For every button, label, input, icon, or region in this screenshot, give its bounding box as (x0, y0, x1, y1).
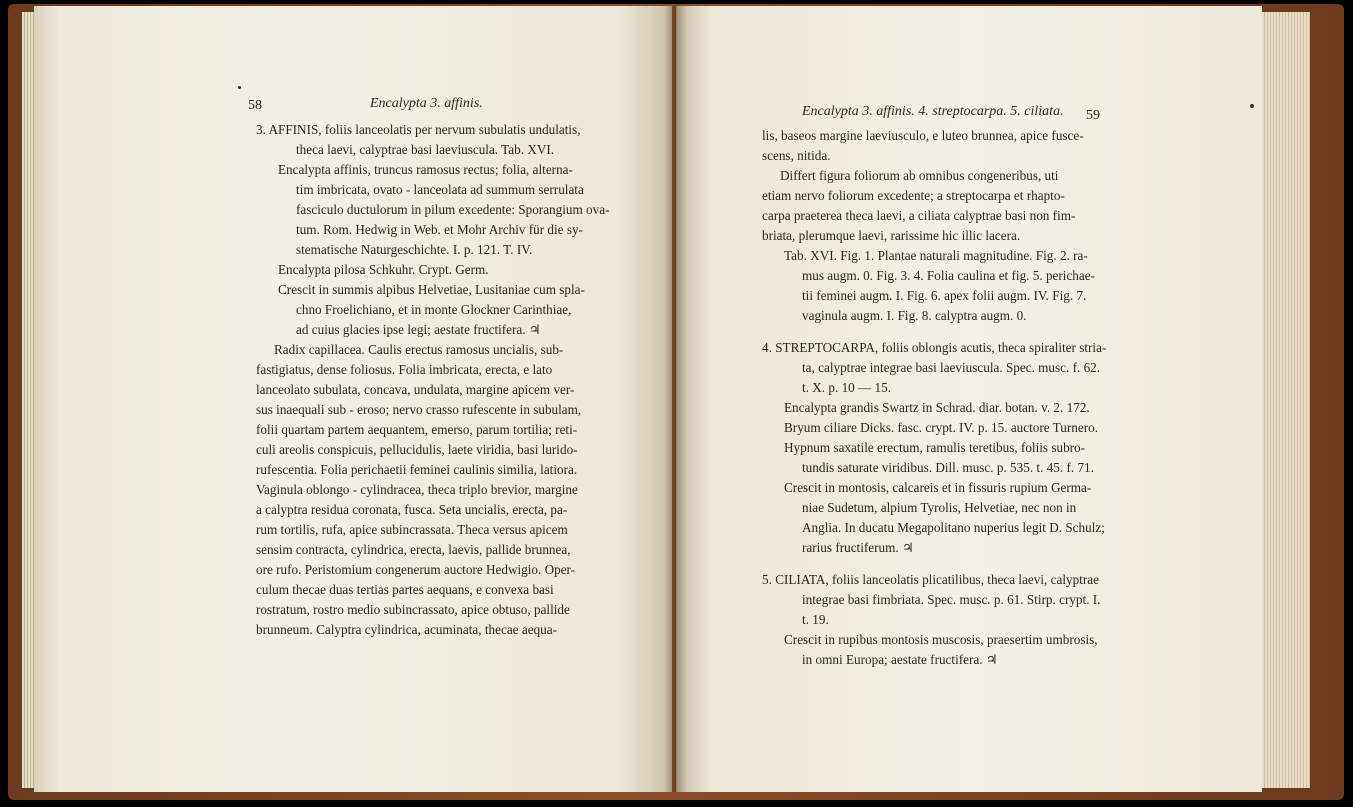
text-line: Encalypta pilosa Schkuhr. Crypt. Germ. (278, 262, 489, 277)
text-line: rarius fructiferum. ♃ (802, 540, 914, 555)
text-line: Differt figura foliorum ab omnibus congeneribus, uti (780, 168, 1059, 183)
page-mark (1250, 104, 1254, 108)
text-line: tundis saturate viridibus. Dill. musc. p. 535. t. 45. f. 71. (802, 460, 1094, 475)
text-line: in omni Europa; aestate fructifera. ♃ (802, 652, 998, 667)
text-line: Encalypta affinis, truncus ramosus rectus; folia, alterna- (278, 162, 573, 177)
text-line: rum tortilis, rufa, apice subincrassata. Theca versus apicem (256, 522, 568, 537)
text-line: Bryum ciliare Dicks. fasc. crypt. IV. p. 15. auctore Turnero. (784, 420, 1098, 435)
text-line: sensim contracta, cylindrica, erecta, laevis, pallide brunnea, (256, 542, 571, 557)
text-line: 4. STREPTOCARPA, foliis oblongis acutis, theca spiraliter stria- (762, 340, 1107, 355)
text-line: ad cuius glacies ipse legi; aestate fructifera. ♃ (296, 322, 541, 337)
text-line: culi areolis conspicuis, pellucidulis, laete viridia, basi lurido- (256, 442, 578, 457)
left-page-text (256, 120, 656, 640)
text-line: fastigiatus, dense foliosus. Folia imbricata, erecta, e lato (256, 362, 553, 377)
text-line: theca laevi, calyptrae basi laeviuscula. Tab. XVI. (296, 142, 555, 157)
right-page-text (762, 126, 1202, 670)
text-line: folii quartam partem aequantem, emerso, parum tortilia; reti- (256, 422, 578, 437)
text-line: fasciculo ductulorum in pilum excedente: Sporangium ova- (296, 202, 610, 217)
text-line: 3. AFFINIS, foliis lanceolatis per nervum subulatis undulatis, (256, 122, 581, 137)
text-line: stematische Naturgeschichte. I. p. 121. T. IV. (296, 242, 533, 257)
text-line: a calyptra residua coronata, fusca. Seta uncialis, erecta, pa- (256, 502, 568, 517)
page-mark (238, 86, 241, 89)
text-line: etiam nervo foliorum excedente; a streptocarpa et rhapto- (762, 188, 1065, 203)
text-line: briata, plerumque laevi, rarissime hic illic lacera. (762, 228, 1021, 243)
text-line: chno Froelichiano, et in monte Glockner Carinthiae, (296, 302, 572, 317)
book-gutter (664, 6, 688, 792)
text-line: mus augm. 0. Fig. 3. 4. Folia caulina et fig. 5. perichae- (802, 268, 1095, 283)
text-line: Crescit in montosis, calcareis et in fissuris rupium Germa- (784, 480, 1092, 495)
right-page-number: 59 (1086, 108, 1100, 123)
text-line: brunneum. Calyptra cylindrica, acuminata, thecae aequa- (256, 622, 557, 637)
text-line: vaginula augm. I. Fig. 8. calyptra augm. 0. (802, 308, 1027, 323)
text-line: tum. Rom. Hedwig in Web. et Mohr Archiv für die sy- (296, 222, 583, 237)
text-line: ore rufo. Peristomium congenerum auctore Hedwigio. Oper- (256, 562, 576, 577)
text-line: Crescit in rupibus montosis muscosis, praesertim umbrosis, (784, 632, 1098, 647)
text-line: integrae basi fimbriata. Spec. musc. p. 61. Stirp. crypt. I. (802, 592, 1101, 607)
text-line: rufescentia. Folia perichaetii feminei caulinis similia, latiora. (256, 462, 578, 477)
text-line: rostratum, rostro medio subincrassato, apice obtuso, pallide (256, 602, 570, 617)
text-line: t. 19. (802, 612, 829, 627)
text-line: carpa praeterea theca laevi, a ciliata calyptrae basi non fim- (762, 208, 1076, 223)
text-line: Encalypta grandis Swartz in Schrad. diar. botan. v. 2. 172. (784, 400, 1090, 415)
text-line: lanceolato subulata, concava, undulata, margine apicem ver- (256, 382, 575, 397)
text-line: Hypnum saxatile erectum, ramulis teretibus, foliis subro- (784, 440, 1086, 455)
text-line: scens, nitida. (762, 148, 831, 163)
left-page-header: Encalypta 3. affinis. (370, 96, 483, 111)
text-line: Crescit in summis alpibus Helvetiae, Lusitaniae cum spla- (278, 282, 585, 297)
text-line: culum thecae duas tertias partes aequans, e convexa basi (256, 582, 554, 597)
text-line: lis, baseos margine laeviusculo, e luteo brunnea, apice fusce- (762, 128, 1084, 143)
text-line: tim imbricata, ovato - lanceolata ad summum serrulata (296, 182, 584, 197)
right-page-edges (1262, 12, 1310, 788)
text-line: Tab. XVI. Fig. 1. Plantae naturali magnitudine. Fig. 2. ra- (784, 248, 1088, 263)
text-line: Anglia. In ducatu Megapolitano nuperius legit D. Schulz; (802, 520, 1105, 535)
text-line: tii feminei augm. I. Fig. 6. apex folii augm. IV. Fig. 7. (802, 288, 1087, 303)
right-page (676, 6, 1262, 792)
text-line: Radix capillacea. Caulis erectus ramosus uncialis, sub- (274, 342, 564, 357)
right-page-header: Encalypta 3. affinis. 4. streptocarpa. 5. ciliata. (802, 104, 1064, 119)
left-page (34, 6, 672, 792)
text-line: sus inaequali sub - eroso; nervo crasso rufescente in subulam, (256, 402, 582, 417)
text-line: niae Sudetum, alpium Tyrolis, Helvetiae, nec non in (802, 500, 1077, 515)
text-line: ta, calyptrae integrae basi laeviuscula. Spec. musc. f. 62. (802, 360, 1101, 375)
text-line: Vaginula oblongo - cylindracea, theca triplo brevior, margine (256, 482, 578, 497)
text-line: t. X. p. 10 — 15. (802, 380, 892, 395)
left-page-number: 58 (248, 98, 262, 113)
text-line: 5. CILIATA, foliis lanceolatis plicatilibus, theca laevi, calyptrae (762, 572, 1099, 587)
